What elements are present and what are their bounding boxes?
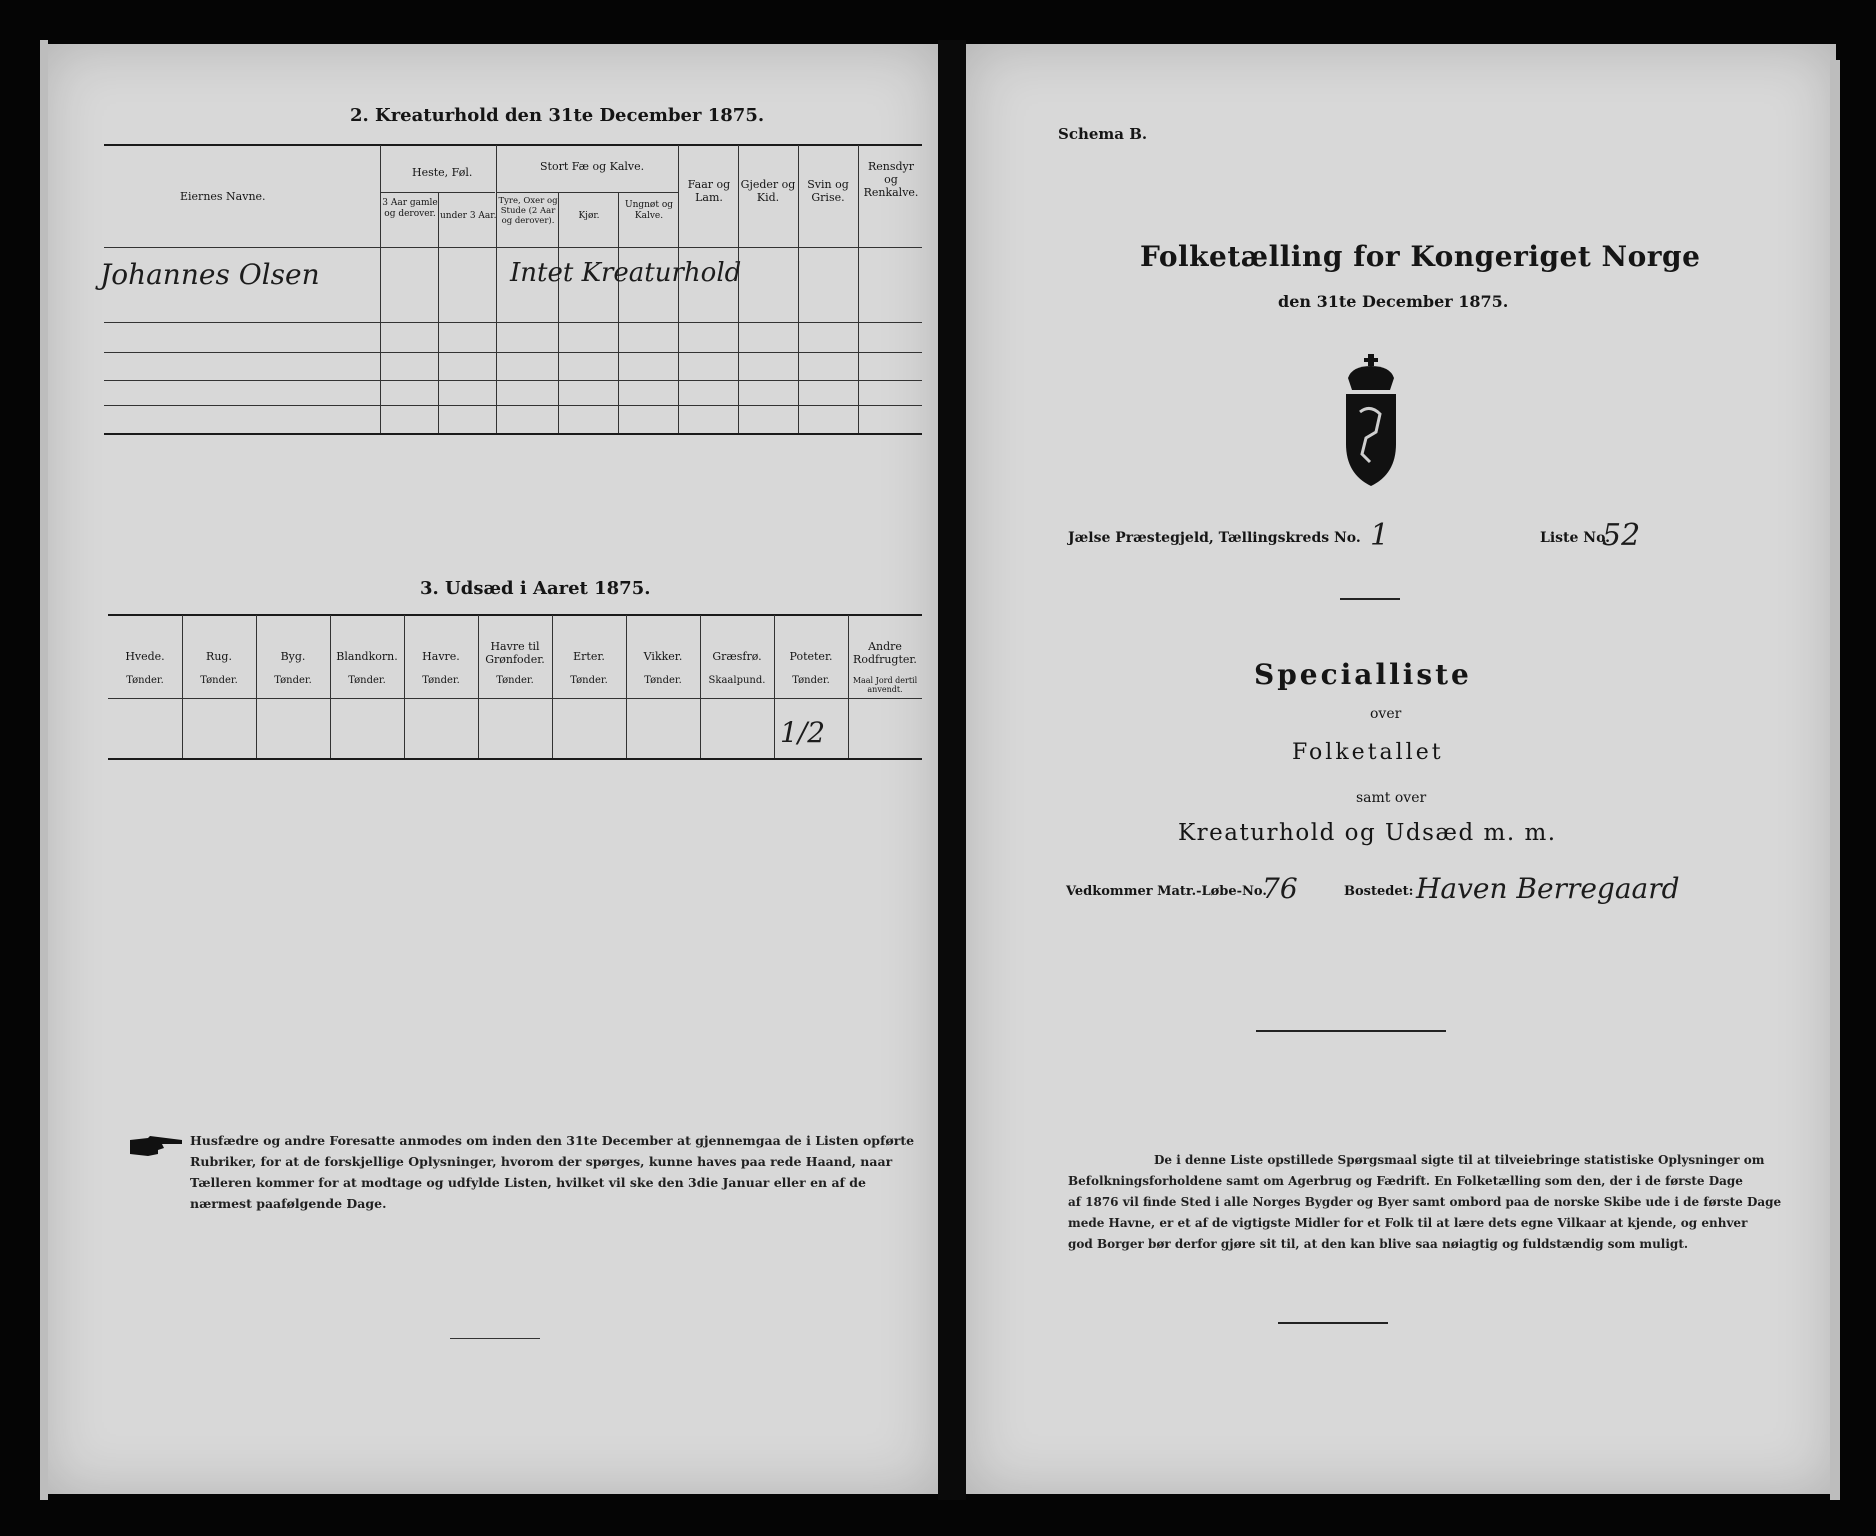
col-divider: [858, 145, 859, 433]
bosted-value: Haven Berregaard: [1416, 872, 1680, 905]
table2-top-rule: [104, 144, 922, 146]
bosted-label: Bostedet:: [1344, 884, 1414, 899]
horses-young-header: under 3 Aar.: [440, 211, 497, 221]
cattle-young-header: Ungnøt og Kalve.: [624, 200, 673, 221]
divider-rule: [1256, 1030, 1446, 1032]
crop-column-unit: Skaalpund.: [708, 675, 766, 686]
crop-col-divider: [552, 615, 553, 758]
crop-col-divider: [478, 615, 479, 758]
district-number: 1: [1370, 518, 1390, 553]
goats-header: Gjeder og Kid.: [740, 178, 796, 204]
crop-col-divider: [700, 615, 701, 758]
crop-column-name: Blandkorn.: [336, 650, 398, 663]
section3-title: 3. Udsæd i Aaret 1875.: [420, 578, 651, 599]
book-fold: [938, 40, 966, 1500]
reindeer-header: Rensdyr og Renkalve.: [863, 160, 919, 199]
specialliste-heading: Specialliste: [1254, 658, 1472, 691]
crop-column-name: Havre til Grønfoder.: [485, 640, 545, 666]
cattle-header: Stort Fæ og Kalve.: [540, 160, 645, 173]
table2-bottom-rule: [104, 433, 922, 435]
footer-rule: [450, 1338, 540, 1339]
crop-col-divider: [182, 615, 183, 758]
col-divider: [798, 145, 799, 433]
intro-paragraph: De i denne Liste opstillede Spørgsmaal sigte til at tilveiebringe statistiske Oplysninger om Befolkningsforholdene samt om Agerbrug og Fædrift. En Folketælling som den, der i de første Dage af 1876 vil finde Sted i alle Norges Bygder og Byer samt ombord paa de norske Skibe ude i de første Dage mede Havne, er et af de vigtigste Midler for et Folk til at lære dets egne Vilkaar at kjende, og enhver god Borger bør derfor gjøre sit til, at den kan blive saa nøiagtig og fuldstændig som muligt.: [1068, 1153, 1782, 1251]
schema-label: Schema B.: [1058, 125, 1148, 143]
table3-bottom-rule: [108, 758, 922, 760]
livestock-entry: Intet Kreaturhold: [510, 258, 742, 288]
crop-column-name: Poteter.: [789, 650, 833, 663]
col-divider: [438, 192, 439, 433]
owner-name: Johannes Olsen: [100, 258, 320, 291]
folketallet-text: Folketallet: [1292, 740, 1444, 765]
crop-column-unit: Tønder.: [496, 675, 534, 686]
crop-column-name: Græsfrø.: [712, 650, 762, 663]
crop-column-name: Andre Rodfrugter.: [853, 640, 917, 666]
crop-column-name: Hvede.: [125, 650, 165, 663]
matr-number: 76: [1262, 872, 1298, 905]
kreaturhold-text: Kreaturhold og Udsæd m. m.: [1178, 820, 1557, 846]
table3-header-rule: [108, 698, 922, 699]
table2-row-rule: [104, 380, 922, 381]
list-label: Liste No.: [1540, 530, 1611, 546]
col-divider: [496, 145, 497, 433]
cattle-sub-rule: [496, 192, 678, 193]
crop-column-name: Havre.: [422, 650, 460, 663]
pointing-hand-icon: [128, 1134, 184, 1158]
crop-col-divider: [330, 615, 331, 758]
crop-col-divider: [256, 615, 257, 758]
section2-title: 2. Kreaturhold den 31te December 1875.: [350, 105, 765, 126]
cattle-cows-header: Kjør.: [578, 211, 600, 221]
table2-row-rule: [104, 322, 922, 323]
cattle-bulls-header: Tyre, Oxer og Stude (2 Aar og derover).: [498, 196, 558, 226]
col-divider: [678, 145, 679, 433]
coat-of-arms-icon: [1340, 352, 1402, 488]
footer-rule: [1278, 1322, 1388, 1324]
crop-column-name: Erter.: [573, 650, 605, 663]
pigs-header: Svin og Grise.: [807, 178, 849, 204]
right-page-edge: [1830, 60, 1840, 1500]
col-divider: [738, 145, 739, 433]
crop-column-name: Rug.: [206, 650, 232, 663]
list-number: 52: [1602, 518, 1641, 553]
divider-rule: [1340, 598, 1400, 600]
crop-col-divider: [404, 615, 405, 758]
table2-row-rule: [104, 405, 922, 406]
crop-column-name: Vikker.: [643, 650, 683, 663]
crop-column-unit: Tønder.: [126, 675, 164, 686]
crop-column-name: Byg.: [280, 650, 306, 663]
footnote: Husfædre og andre Foresatte anmodes om inden den 31te December at gjennemgaa de i Listen opførte Rubriker, for at de forskjellige Oplysninger, hvorom der spørges, kunne haves paa rede Haand, naar Tælleren kommer for at modtage og udfylde Listen, hvilket vil ske den 3die Januar eller en af de nærmest paafølgende Dage.: [190, 1133, 915, 1211]
samt-over-text: samt over: [1356, 790, 1427, 806]
matr-label: Vedkommer Matr.-Løbe-No.: [1066, 884, 1267, 899]
census-title: Folketælling for Kongeriget Norge: [1140, 240, 1701, 273]
sheep-header: Faar og Lam.: [687, 178, 731, 204]
col-divider: [558, 192, 559, 433]
crop-col-divider: [774, 615, 775, 758]
table2-row-rule: [104, 352, 922, 353]
crop-column-unit: Tønder.: [422, 675, 460, 686]
crop-column-unit: Tønder.: [570, 675, 608, 686]
table3-top-rule: [108, 614, 922, 616]
crop-column-unit: Tønder.: [274, 675, 312, 686]
parish-label: Jælse Præstegjeld, Tællingskreds No.: [1068, 530, 1361, 546]
table2-header-rule: [104, 247, 922, 248]
crop-column-unit: Tønder.: [644, 675, 682, 686]
crop-column-unit: Maal Jord dertil anvendt.: [852, 676, 918, 694]
crop-column-unit: Tønder.: [200, 675, 238, 686]
horses-header: Heste, Føl.: [412, 166, 473, 179]
horses-old-header: 3 Aar gamle og derover.: [382, 198, 438, 219]
over-text: over: [1370, 706, 1402, 722]
col-divider: [380, 145, 381, 433]
census-date: den 31te December 1875.: [1278, 292, 1509, 311]
crop-col-divider: [626, 615, 627, 758]
crop-column-unit: Tønder.: [348, 675, 386, 686]
potatoes-value: 1/2: [780, 716, 826, 749]
crop-column-unit: Tønder.: [792, 675, 830, 686]
owner-header: Eiernes Navne.: [180, 190, 266, 203]
left-page-edge: [40, 40, 48, 1500]
col-divider: [618, 192, 619, 433]
